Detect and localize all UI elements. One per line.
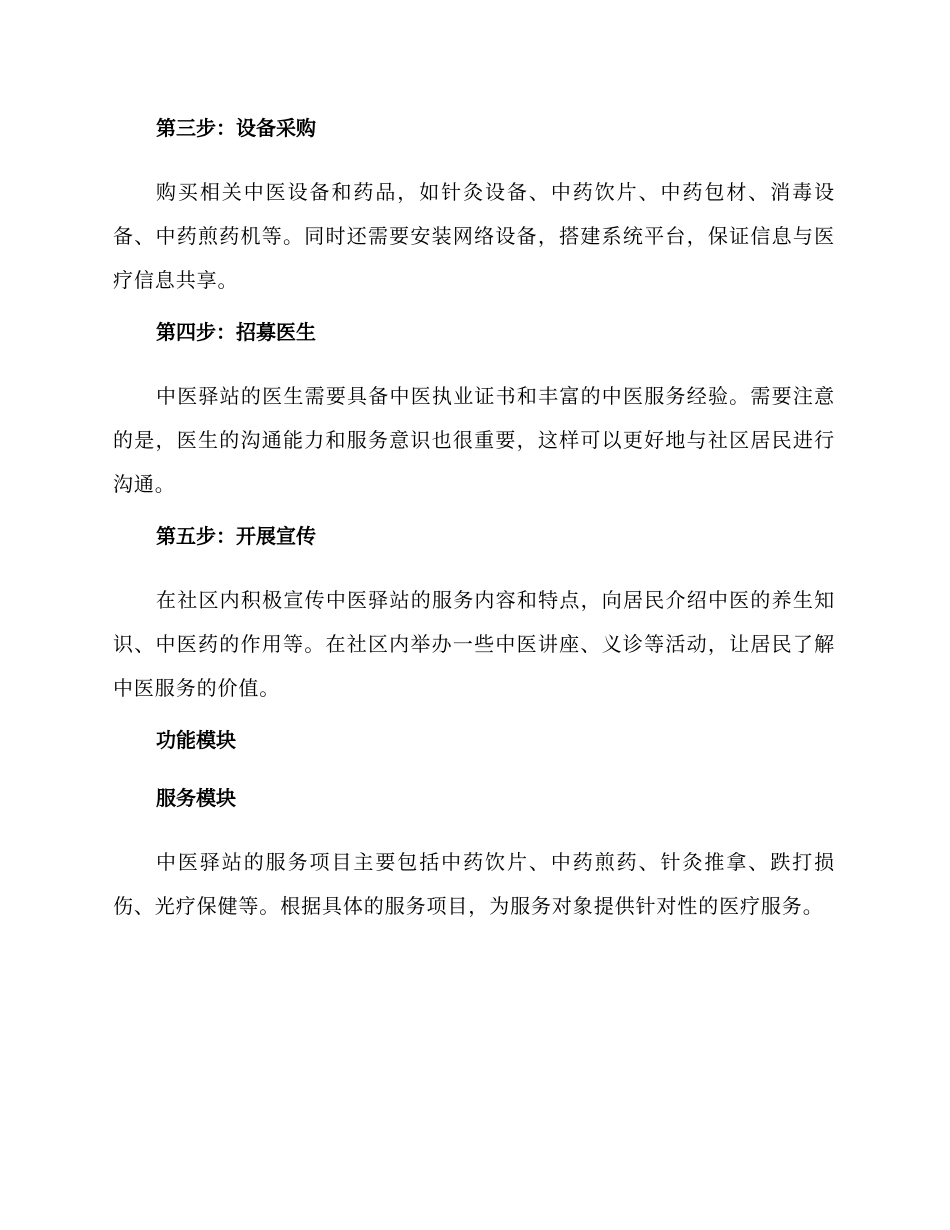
section-paragraph: 中医驿站的服务项目主要包括中药饮片、中药煎药、针灸推拿、跌打损伤、光疗保健等。根据具体的服务项目，为服务对象提供针对性的医疗服务。 bbox=[113, 850, 835, 918]
section-heading: 第三步：设备采购 bbox=[156, 116, 316, 140]
section-paragraph: 中医驿站的医生需要具备中医执业证书和丰富的中医服务经验。需要注意的是，医生的沟通能力和服务意识也很重要，这样可以更好地与社区居民进行沟通。 bbox=[113, 384, 835, 496]
section-paragraph: 购买相关中医设备和药品，如针灸设备、中药饮片、中药包材、消毒设备、中药煎药机等。同时还需要安装网络设备，搭建系统平台，保证信息与医疗信息共享。 bbox=[113, 180, 835, 292]
section-step-four bbox=[113, 316, 835, 520]
section-service-module bbox=[113, 782, 835, 928]
section-paragraph: 在社区内积极宣传中医驿站的服务内容和特点，向居民介绍中医的养生知识、中医药的作用等。在社区内举办一些中医讲座、义诊等活动，让居民了解中医服务的价值。 bbox=[113, 588, 835, 700]
module-title: 功能模块 bbox=[156, 728, 236, 752]
section-step-three bbox=[113, 112, 835, 316]
section-heading: 第四步：招募医生 bbox=[156, 320, 316, 344]
section-step-five bbox=[113, 520, 835, 724]
module-title-block bbox=[113, 724, 835, 782]
section-heading: 服务模块 bbox=[156, 786, 236, 810]
section-heading: 第五步：开展宣传 bbox=[156, 524, 316, 548]
